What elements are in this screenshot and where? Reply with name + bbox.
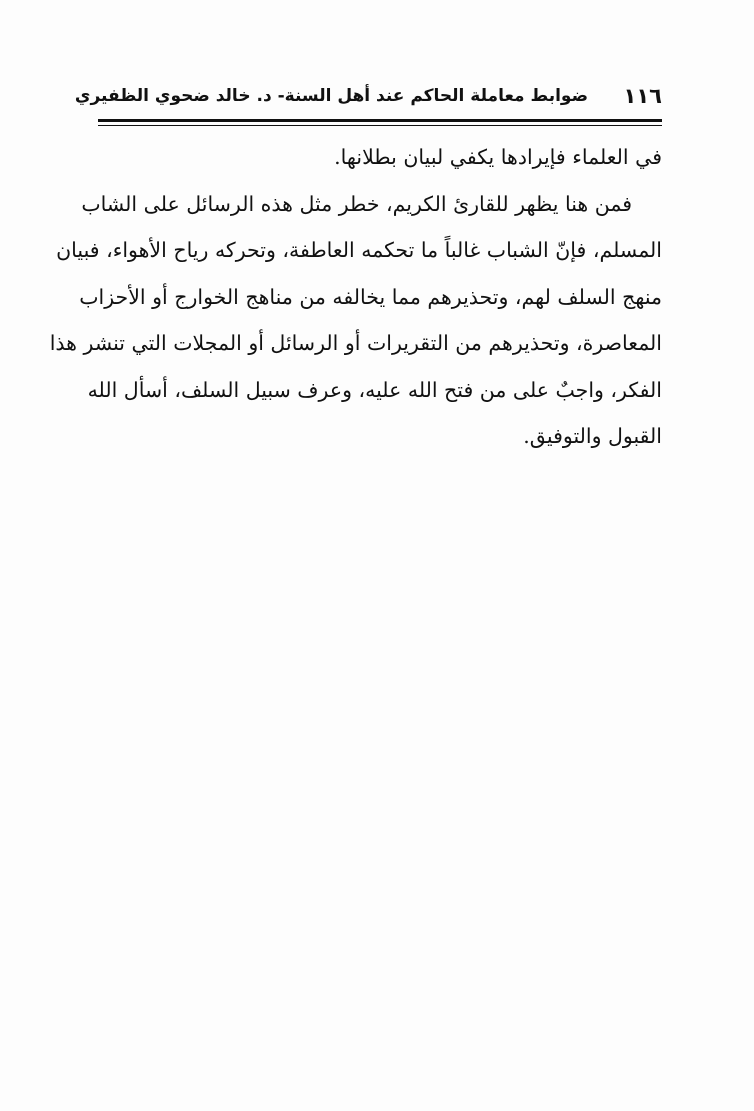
body-text [49, 134, 662, 460]
text-line: القبول والتوفيق. [523, 424, 662, 448]
page-number: ١١٦ [623, 84, 662, 108]
running-title: ضوابط معاملة الحاكم عند أهل السنة- د. خالد ضحوي الظفيري [74, 86, 588, 106]
text-line: الفكر، واجبٌ على من فتح الله عليه، وعرف سبيل السلف، أسأل الله [87, 377, 662, 402]
text-line: منهج السلف لهم، وتحذيرهم مما يخالفه من مناهج الخوارج أو الأحزاب [79, 284, 662, 309]
text-line: في العلماء فإيرادها يكفي لبيان بطلانها. [334, 145, 662, 169]
text-line: المعاصرة، وتحذيرهم من التقريرات أو الرسائل أو المجلات التي تنشر هذا [49, 331, 662, 355]
paragraph-first-line: فمن هنا يظهر للقارئ الكريم، خطر مثل هذه الرسائل على الشاب [81, 191, 632, 216]
header-rule-thick [98, 119, 662, 122]
header-rule-thin [98, 125, 662, 126]
text-line: المسلم، فإنّ الشباب غالباً ما تحكمه العاطفة، وتحركه رياح الأهواء، فبيان [56, 238, 662, 262]
page-header [74, 80, 662, 116]
